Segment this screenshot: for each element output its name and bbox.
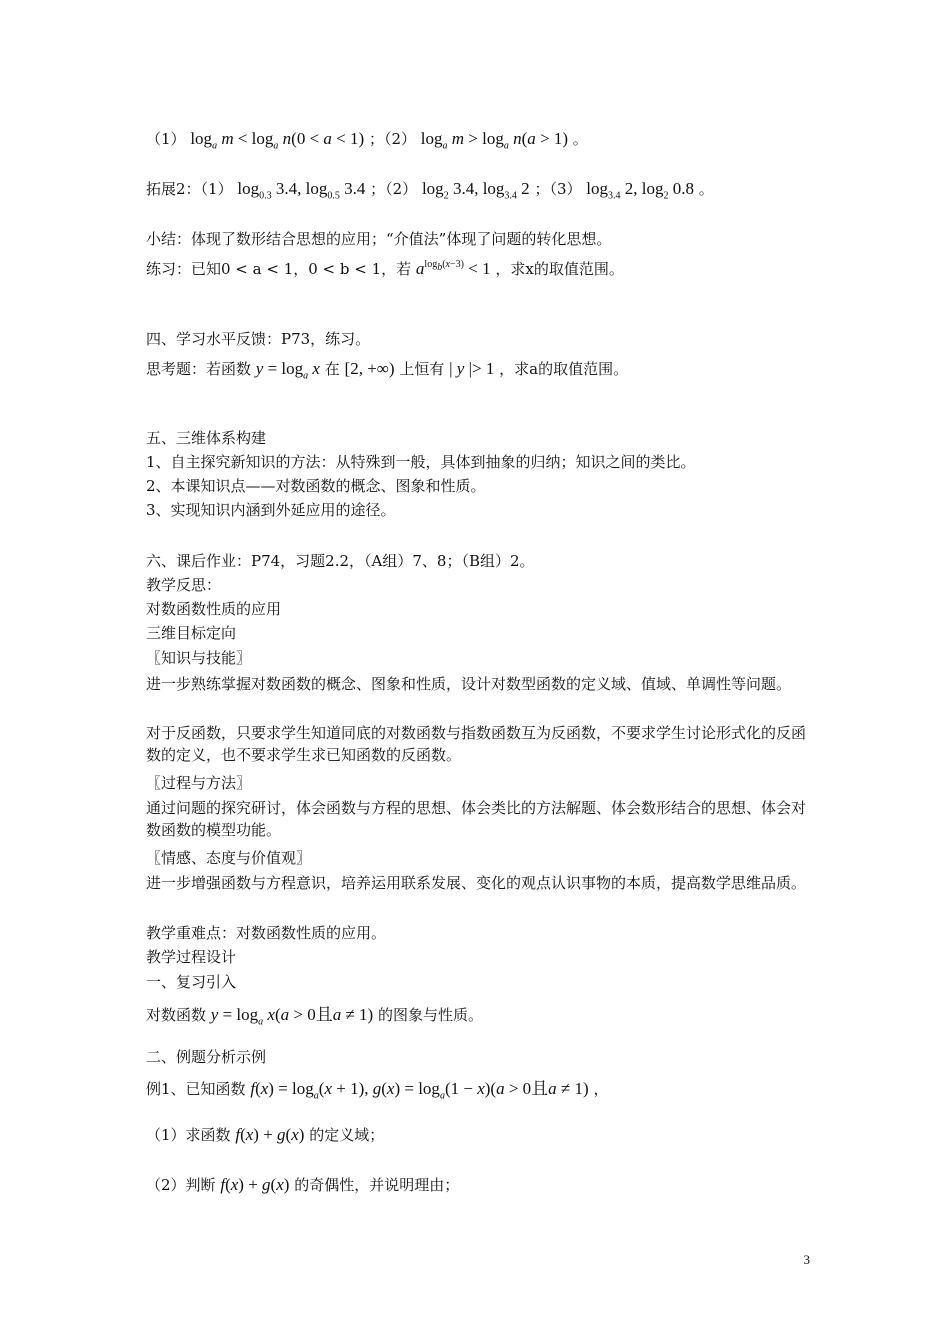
review-heading: 一、复习引入 (146, 973, 237, 991)
process-heading: 〖过程与方法〗 (146, 774, 252, 792)
knowledge-text: 进一步熟练掌握对数函数的概念、图象和性质，设计对数型函数的定义域、值域、单调性等问题。 (146, 675, 792, 693)
section-5-item-1: 1、自主探究新知识的方法：从特殊到一般，具体到抽象的归纳；知识之间的类比。 (146, 453, 696, 471)
teaching-reflection: 教学反思： (146, 576, 222, 594)
formula-log-m-lt-log-n: $\log_a m < \log_a n(0 < a < 1)$ (190, 129, 365, 152)
section-5-item-2: 2、本课知识点——对数函数的概念、图象和性质。 (146, 477, 486, 495)
formula-log-function: $y = \log_a x(a > 0$且a ≠ 1) (210, 1005, 374, 1028)
knowledge-heading: 〖知识与技能〗 (146, 649, 252, 667)
formula-ext-1: $\log_{0.3} 3.4$, $\log_{0.5} 3.4$ (237, 179, 366, 202)
knowledge-text-2: 对于反函数，只要求学生知道同底的对数函数与指数函数互为反函数，不要求学生讨论形式化的反函数的定义，也不要求学生求已知函数的反函数。 (146, 724, 807, 764)
exercise-line: 练习：已知0 < a < 1，0 < b < 1，若 $a^{log_b(x-3)} < 1$ ，求x的取值范围。 (146, 259, 624, 278)
line-log-compare: （1） $\log_a m < \log_a n(0 < a < 1)$ ；（2） $\log_a m > \log_a n(a > 1)$ 。 (146, 129, 588, 152)
page-number: 3 (803, 1252, 810, 1267)
emotion-heading: 〖情感、态度与价值观〗 (146, 849, 312, 867)
formula-interval: [2, +∞) (344, 359, 395, 378)
process-text: 通过问题的探究研讨，体会函数与方程的思想、体会类比的方法解题、体会数形结合的思想、体会对数函数的模型功能。 (146, 799, 807, 839)
example-1-question-2: （2）判断 f(x) + g(x) 的奇偶性，并说明理由； (146, 1175, 460, 1194)
formula-ext-2: $\log_2 3.4$, $\log_{3.4} 2$ (421, 179, 530, 202)
summary-line: 小结：体现了数形结合思想的应用；“介值法”体现了问题的转化思想。 (146, 230, 612, 248)
goal-heading: 三维目标定向 (146, 624, 237, 642)
formula-log-m-gt-log-n: $\log_a m > \log_a n(a > 1)$ (420, 129, 569, 152)
line-extension-2: 拓展2：（1） $\log_{0.3} 3.4$, $\log_{0.5} 3.4$ ；（2） $\log_2 3.4$, $\log_{3.4} 2$ ；（3） $\log_{3.4} 2$, $\log_2 0.8$ 。 (146, 179, 714, 202)
review-line: 对数函数 $y = \log_a x(a > 0$且a ≠ 1) 的图象与性质。 (146, 1005, 484, 1028)
formula-f-plus-g: f(x) + g(x) (235, 1125, 305, 1144)
formula-y-log-a-x: $y = \log_a x$ (255, 359, 320, 382)
emotion-text: 进一步增强函数与方程意识，培养运用联系发展、变化的观点认识事物的本质，提高数学思维品质。 (146, 874, 807, 892)
example-1-question-1: （1）求函数 f(x) + g(x) 的定义域； (146, 1125, 385, 1144)
section-5-title: 五、三维体系构建 (146, 429, 267, 447)
lesson-title: 对数函数性质的应用 (146, 600, 282, 618)
think-line: 思考题：若函数 $y = \log_a x$ 在 [2, +∞) 上恒有 | y |> 1 ，求a的取值范围。 (146, 359, 629, 382)
design-heading: 教学过程设计 (146, 948, 237, 966)
section-5-item-3: 3、实现知识内涵到外延应用的途径。 (146, 501, 396, 519)
formula-abs-y: | y |> 1 (449, 359, 495, 378)
example-1-line: 例1、已知函数 $f(x) = \log_a(x + 1)$, $g(x) = \log_a(1 - x)(a > 0$且a ≠ 1) ， (146, 1079, 609, 1102)
section-6-homework: 六、课后作业：P74，习题2.2，（A组）7、8；（B组）2。 (146, 552, 535, 570)
formula-exercise: $a^{log_b(x-3)} < 1$ (415, 259, 491, 278)
example-heading: 二、例题分析示例 (146, 1048, 267, 1066)
formula-f-plus-g-2: f(x) + g(x) (220, 1175, 290, 1194)
formula-example-1: $f(x) = \log_a(x + 1)$, $g(x) = \log_a(1 - x)(a > 0$且a ≠ 1) (250, 1079, 589, 1102)
key-points: 教学重难点：对数函数性质的应用。 (146, 924, 387, 942)
formula-ext-3: $\log_{3.4} 2$, $\log_2 0.8$ (586, 179, 694, 202)
feedback-line: 四、学习水平反馈：P73，练习。 (146, 330, 371, 348)
